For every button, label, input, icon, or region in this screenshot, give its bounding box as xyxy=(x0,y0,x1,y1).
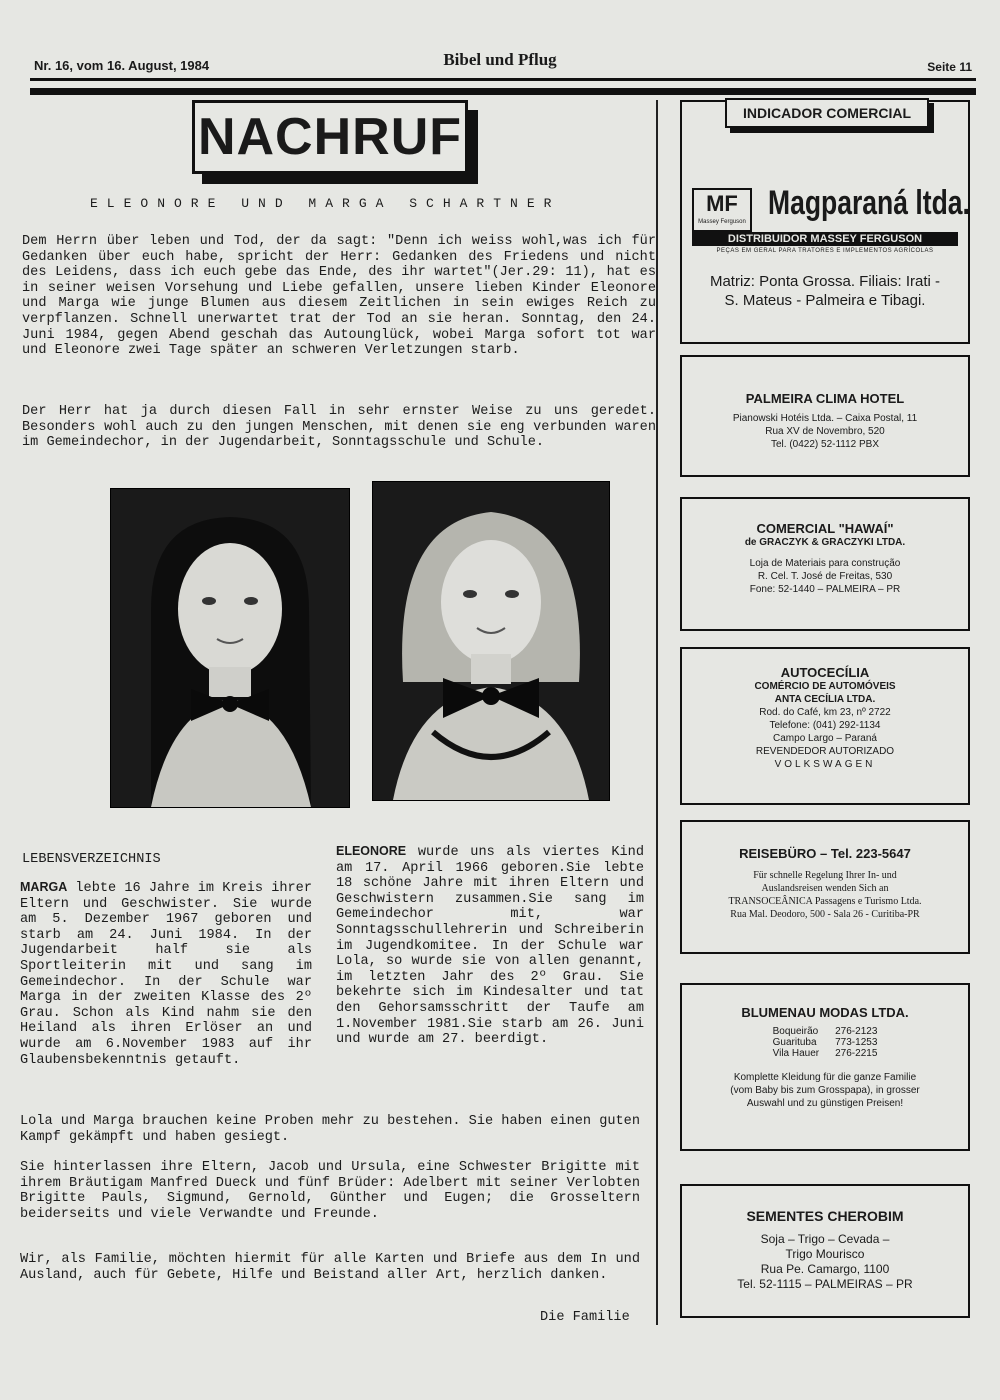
phone-place: Boqueirão xyxy=(772,1026,819,1037)
ad-line: Trigo Mourisco xyxy=(785,1247,865,1261)
phone-row xyxy=(765,1026,886,1037)
ad-title: BLUMENAU MODAS LTDA. xyxy=(741,1005,909,1020)
ad-line: Loja de Materiais para construção xyxy=(749,558,901,569)
mf-line-2: S. Mateus - Palmeira e Tibagi. xyxy=(724,292,926,309)
marga-bio-text: lebte 16 Jahre im Kreis ihrer Eltern und Geschwister. Sie wurde am 5. Dezember 1967 geboren und starb am 24. Juni 1984. In der Jugendarbeit half sie als Sportleiterin mit und sang im Gemeindechor. In der Schule war Marga in der zweiten Klasse des 2º Grau. Schon als Kind nahm sie den Heiland als ihren Erlöser an und wurde am 6.November 1983 auf ihr Glaubensbekenntnis getauft. xyxy=(20,881,312,1068)
nachruf-heading: NACHRUF xyxy=(197,108,463,166)
signature: Die Familie xyxy=(540,1310,630,1325)
ad-line: Auswahl und zu günstigen Preisen! xyxy=(746,1098,904,1109)
lebens-heading: LEBENSVERZEICHNIS xyxy=(22,852,161,867)
ad-blumenau-modas xyxy=(680,983,970,1151)
ad-line: Rua Pe. Camargo, 1100 xyxy=(760,1262,890,1276)
column-separator xyxy=(656,100,658,1325)
ad-line: Fone: 52-1440 – PALMEIRA – PR xyxy=(749,584,901,595)
ad-title: SEMENTES CHEROBIM xyxy=(746,1208,904,1224)
newspaper-title: Bibel und Pflug xyxy=(443,50,557,69)
phone-place: Guarituba xyxy=(772,1037,817,1048)
header-rule xyxy=(30,78,976,81)
ad-line: Pianowski Hotéis Ltda. – Caixa Postal, 11 xyxy=(732,413,918,424)
marga-bio xyxy=(20,880,312,1068)
phone-number: 276-2215 xyxy=(835,1048,878,1059)
ad-line: Rod. do Café, km 23, nº 2722 xyxy=(759,707,891,718)
mf-logo-text: MF xyxy=(706,191,738,216)
mf-distributor: DISTRIBUIDOR MASSEY FERGUSON xyxy=(692,232,958,246)
photo-marga xyxy=(110,488,350,808)
portrait-eleonore-image xyxy=(373,482,609,800)
ad-autocecilia xyxy=(680,647,970,805)
ad-line: de GRACZYK & GRACZYKI LTDA. xyxy=(744,537,906,548)
ad-comercial-hawai xyxy=(680,497,970,631)
closing-paragraph-1: Lola und Marga brauchen keine Proben mehr zu bestehen. Sie haben einen guten Kampf gekämpft und haben gesiegt. xyxy=(20,1114,640,1145)
indicador-comercial-box xyxy=(680,100,970,344)
mf-subline: PEÇAS EM GERAL PARA TRATORES E IMPLEMENTOS AGRÍCOLAS xyxy=(716,248,934,254)
ad-line: Soja – Trigo – Cevada – xyxy=(760,1232,890,1246)
phone-place: Vila Hauer xyxy=(772,1048,820,1059)
ad-line: Tel. (0422) 52-1112 PBX xyxy=(770,439,880,450)
ad-line: Rua Mal. Deodoro, 500 - Sala 26 - Curitiba-PR xyxy=(730,909,920,920)
nachruf-heading-box xyxy=(192,100,468,174)
mf-logo-sub: Massey Ferguson xyxy=(698,219,746,225)
survivors-paragraph: Sie hinterlassen ihre Eltern, Jacob und Ursula, eine Schwester Brigitte mit ihrem Bräutigam Manfred Dueck und fünf Brüder: Adelbert mit seiner Verlobten Brigitte Pauls, Sigmund, Gernold, Günther und Eugen; die Grosseltern beiderseits und viele Verwandte und Freunde. xyxy=(20,1160,640,1222)
header-rule-thick xyxy=(30,88,976,95)
ad-line: Campo Largo – Paraná xyxy=(773,733,877,744)
phone-table xyxy=(765,1026,886,1059)
ad-line: Für schnelle Regelung Ihrer In- und xyxy=(753,870,897,881)
second-paragraph: Der Herr hat ja durch diesen Fall in sehr ernster Weise zu uns geredet. Besonders wohl auch zu den jungen Menschen, mit denen sie eng verbunden waren im Gemeindechor, in der Jugendarbeit, Sonntagsschule und Schule. xyxy=(22,404,656,451)
ad-line: Tel. 52-1115 – PALMEIRAS – PR xyxy=(737,1277,913,1291)
ad-line: R. Cel. T. José de Freitas, 530 xyxy=(757,571,893,582)
massey-ferguson-logo xyxy=(692,188,752,232)
ad-title: PALMEIRA CLIMA HOTEL xyxy=(745,391,905,406)
issue-info: Nr. 16, vom 16. August, 1984 xyxy=(34,58,210,73)
portrait-marga-image xyxy=(111,489,349,807)
thanks-paragraph: Wir, als Familie, möchten hiermit für alle Karten und Briefe aus dem In und Ausland, auch für Gebete, Hilfe und Beistand aller Art, herzlich danken. xyxy=(20,1252,640,1283)
photo-eleonore xyxy=(372,481,610,801)
indicador-title: INDICADOR COMERCIAL xyxy=(725,98,929,128)
ad-line: ANTA CECÍLIA LTDA. xyxy=(774,694,876,705)
ad-title: AUTOCECÍLIA xyxy=(780,665,870,680)
ad-line: COMÉRCIO DE AUTOMÓVEIS xyxy=(754,681,896,692)
ad-line: TRANSOCEÂNICA Passagens e Turismo Ltda. xyxy=(728,896,922,907)
marga-name: MARGA xyxy=(20,880,68,894)
phone-number: 773-1253 xyxy=(835,1037,878,1048)
ad-sementes-cherobim xyxy=(680,1184,970,1318)
ad-line: Rua XV de Novembro, 520 xyxy=(765,426,885,437)
ad-line: VOLKSWAGEN xyxy=(774,759,876,770)
ad-title: REISEBÜRO – Tel. 223-5647 xyxy=(739,846,911,861)
ad-line: REVENDEDOR AUTORIZADO xyxy=(755,746,895,757)
ad-reiseburo xyxy=(680,820,970,954)
ad-line: (vom Baby bis zum Grosspapa), in grosser xyxy=(730,1085,920,1096)
eleonore-bio xyxy=(336,844,644,1048)
magparana-logo-row xyxy=(692,184,970,234)
ad-line: Auslandsreisen wenden Sich an xyxy=(761,883,889,894)
mf-locations xyxy=(692,272,958,310)
eleonore-bio-text: wurde uns als viertes Kind am 17. April 1966 geboren.Sie lebte 18 schöne Jahre mit ihren Eltern und Geschwistern zusammen.Sie sang im Gemeindechor mit, war Sonntagsschullehrerin und Schreiberin im Jugendkomitee. In der Schule war Lola, so wurde sie von allen genannt, im letzten Jahr des 2º Grau. Sie bekehrte sich im Kindesalter und tat den Gehorsamsschritt der Taufe am 1.November 1981.Sie starb am 26. Juni und wurde am 27. beerdigt. xyxy=(336,845,644,1048)
ad-palmeira-clima-hotel xyxy=(680,355,970,477)
mf-line-1: Matriz: Ponta Grossa. Filiais: Irati - xyxy=(709,273,941,290)
phone-row xyxy=(765,1048,886,1059)
magparana-name: Magparaná ltda. xyxy=(768,184,970,222)
ad-line: Telefone: (041) 292-1134 xyxy=(769,720,881,731)
phone-number: 276-2123 xyxy=(835,1026,878,1037)
ad-line: Komplette Kleidung für die ganze Familie xyxy=(733,1072,917,1083)
page-number: Seite 11 xyxy=(927,60,972,74)
deceased-names: ELEONORE UND MARGA SCHARTNER xyxy=(90,196,561,211)
phone-row xyxy=(765,1037,886,1048)
intro-paragraph: Dem Herrn über leben und Tod, der da sagt: "Denn ich weiss wohl,was ich für Gedanken über euch habe, spricht der Herr: Gedanken des Friedens und nicht des Leidens, dass ich euch gebe das Ende, des ihr wartet"(Jer.29: 11), hat es in seiner weisen Vorsehung und Liebe gefallen, unsere lieben Kinder Eleonore und Marga wie junge Blumen aus diesem Zeitlichen in sein ewiges Reich zu verpflanzen. Schnell unerwartet trat der Tod an sie heran. Sonntag, den 24. Juni 1984, gegen Abend geschah das Autounglück, wobei Marga sofort tot war und Eleonore zwei Tage später an schweren Verletzungen starb. xyxy=(22,234,656,359)
eleonore-name: ELEONORE xyxy=(336,844,407,858)
ad-title: COMERCIAL "HAWAÍ" xyxy=(756,521,894,536)
